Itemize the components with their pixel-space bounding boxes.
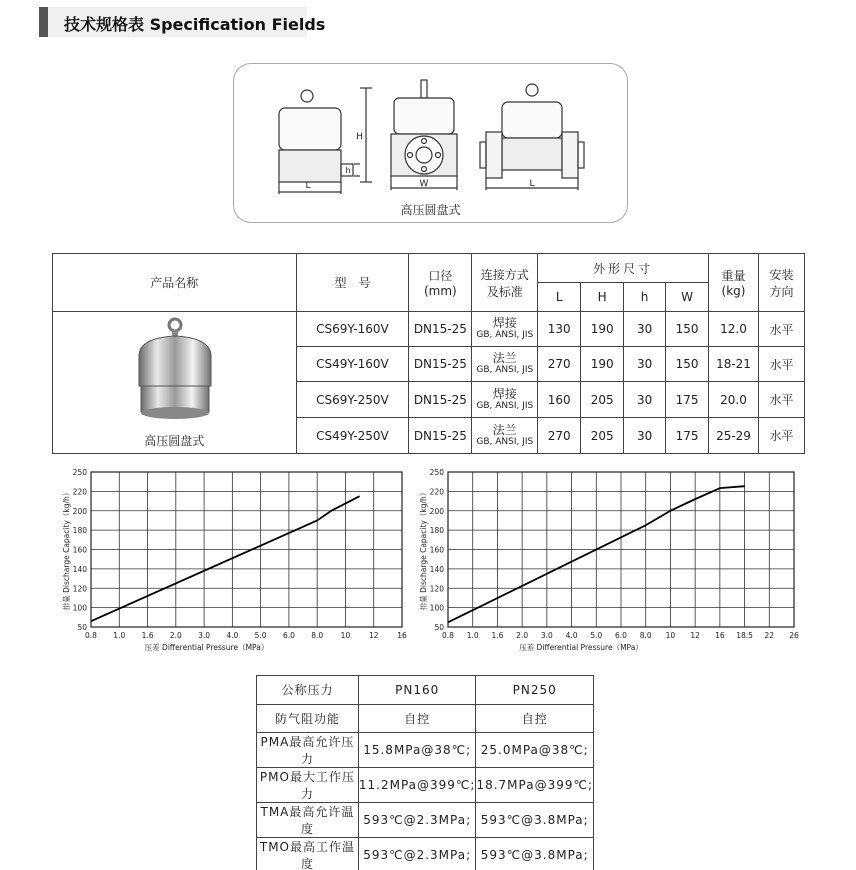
pressure-cell: 593℃@3.8MPa; [476,803,594,838]
header-h: h [624,283,666,312]
table-row [53,312,805,347]
y-tick-label: 250 [72,468,87,477]
cell-h: 30 [624,382,666,418]
drawing-caption: 高压圆盘式 [400,203,461,217]
x-tick-label: 4.0 [565,631,578,640]
conn-type: 焊接 [492,316,517,330]
y-tick-label: 120 [429,584,444,594]
x-axis-label: 压差 Differential Pressure（MPa） [144,643,269,652]
x-tick-label: 5.0 [590,631,603,640]
x-tick-label: 10 [340,631,351,640]
cell-L: 130 [538,312,581,347]
install-label: 安装 [769,267,794,282]
pressure-cell: 25.0MPa@38℃; [476,733,594,768]
cell-H: 190 [581,347,624,382]
conn-std: GB, ANSI, JIS [476,330,534,340]
pressure-cell: 593℃@2.3MPa; [358,838,476,870]
x-tick-label: 3.0 [540,631,553,640]
chart-pn160-svg [58,463,418,658]
pressure-row-label: PMO最大工作压力 [257,768,359,803]
cell-bore: DN15-25 [409,312,472,347]
y-tick-label: 120 [72,584,87,594]
pressure-header-row [257,676,594,705]
pressure-header-pn160: PN160 [358,676,476,705]
x-tick-label: 1.6 [141,631,154,640]
cell-weight: 25-29 [709,418,759,454]
product-photo [125,316,225,424]
header-H: H [581,283,624,312]
x-tick-label: 4.0 [226,631,239,640]
pressure-cell: 15.8MPa@38℃; [358,733,476,768]
drawing-svg [234,64,629,224]
x-tick-label: 2.0 [169,631,182,640]
dim-h: h [345,166,351,175]
section-header [39,7,326,37]
x-tick-label: 5.0 [254,631,267,640]
x-tick-label: 22 [764,631,775,640]
y-tick-label: 50 [434,623,444,632]
x-tick-label: 6.0 [615,631,627,640]
x-tick-label: 0.8 [85,631,97,640]
dim-L-1: L [305,181,311,191]
cell-conn [472,312,538,347]
cell-W: 175 [666,418,709,454]
y-tick-label: 140 [72,564,87,574]
cell-H: 205 [581,382,624,418]
header-install [758,254,804,312]
x-tick-label: 16 [715,631,725,640]
chart-pn160 [58,463,418,662]
cell-conn [472,382,538,418]
install-label-2: 方向 [769,284,794,299]
table-row [257,704,594,733]
conn-std: GB, ANSI, JIS [476,400,534,411]
cell-conn [472,418,538,454]
pressure-header-label: 公称压力 [257,676,359,705]
pressure-row-label: TMA最高允许温度 [257,803,359,838]
cell-model: CS69Y-160V [296,312,409,347]
cell-model: CS49Y-250V [296,418,409,454]
conn-label: 连接方式 [480,267,529,282]
y-tick-label: 250 [429,468,444,477]
y-tick-label: 180 [72,526,87,536]
header-product-name: 产品名称 [53,254,297,312]
x-tick-label: 18.5 [736,631,753,640]
section-title: 技术规格表 Specification Fields [64,15,326,34]
cell-L: 160 [538,382,581,418]
header-W: W [666,283,709,312]
conn-type: 焊接 [492,386,517,401]
cell-bore: DN15-25 [409,347,472,382]
cell-install: 水平 [758,347,804,382]
header-dimensions: 外形尺寸 [538,254,709,283]
header-weight [709,254,759,312]
y-tick-label: 160 [429,545,444,555]
table-row [257,733,594,768]
cell-H: 190 [581,312,624,347]
pressure-row-label: TMO最高工作温度 [257,838,359,870]
cell-h: 30 [624,312,666,347]
y-tick-label: 200 [429,506,444,516]
weight-label: 重量 [721,269,746,283]
x-tick-label: 1.0 [113,631,126,640]
lift-ring-1 [301,90,313,102]
cell-weight: 12.0 [709,312,759,347]
y-axis-label: 排量 Discharge Capacity（kg/h） [419,488,428,611]
conn-type: 法兰 [492,422,517,437]
cell-h: 30 [624,418,666,454]
table-row [257,838,594,870]
x-tick-label: 3.0 [198,631,211,640]
bore-label: 口径 [428,269,453,283]
pressure-cell: 11.2MPa@399℃; [358,768,476,803]
dim-L-2: L [529,179,535,189]
product-photo-cell [53,312,297,454]
y-axis-label: 排量 Discharge Capacity（kg/h） [62,488,71,611]
pressure-row-label: PMA最高允许压力 [257,733,359,768]
dim-H: H [356,132,363,142]
x-tick-label: 12 [368,631,379,640]
pressure-cell: 593℃@2.3MPa; [358,803,476,838]
y-tick-label: 160 [72,545,87,555]
x-axis-label: 压差 Differential Pressure（MPa） [519,643,643,652]
y-tick-label: 220 [72,487,87,497]
dim-W: W [419,179,429,189]
chart-grid [448,472,794,627]
cell-model: CS49Y-160V [296,347,409,382]
cell-H: 205 [581,418,624,454]
y-tick-label: 200 [72,506,87,516]
series-line [91,496,360,621]
cell-install: 水平 [758,418,804,454]
header-bore [409,254,472,312]
header-model: 型 号 [296,254,409,312]
table-row [257,803,594,838]
cell-W: 150 [666,312,709,347]
conn-std: GB, ANSI, JIS [476,365,534,375]
conn-type: 法兰 [492,351,517,365]
cell-L: 270 [538,347,581,382]
header-L: L [538,283,581,312]
cell-conn [472,347,538,382]
chart-pn250 [415,463,815,662]
x-tick-label: 0.8 [442,631,454,640]
cell-weight: 18-21 [709,347,759,382]
pressure-cell: 自控 [358,704,476,733]
bore-unit: (mm) [423,284,457,298]
header-connection [472,254,538,312]
cell-bore: DN15-25 [409,382,472,418]
x-tick-label: 12 [690,631,700,640]
weight-unit: (kg) [721,284,746,298]
cell-bore: DN15-25 [409,418,472,454]
x-tick-label: 8.0 [639,631,652,640]
cell-W: 150 [666,347,709,382]
cell-install: 水平 [758,312,804,347]
y-tick-label: 50 [77,623,87,632]
cell-weight: 20.0 [709,382,759,418]
x-tick-label: 10 [665,631,676,640]
x-tick-label: 16 [397,631,407,640]
cell-h: 30 [624,347,666,382]
pressure-row-label: 防气阻功能 [257,704,359,733]
cell-model: CS69Y-250V [296,382,409,418]
x-tick-label: 2.0 [516,631,529,640]
conn-std: GB, ANSI, JIS [476,436,534,447]
y-tick-label: 140 [429,564,444,574]
x-tick-label: 8.0 [311,631,324,640]
chart-pn250-svg [415,463,815,658]
cell-L: 270 [538,418,581,454]
table-row [257,768,594,803]
chart-grid [91,472,402,627]
cell-W: 175 [666,382,709,418]
pressure-table [256,675,594,870]
conn-label-2: 及标准 [486,284,523,299]
x-tick-label: 1.6 [491,631,504,640]
pressure-cell: 18.7MPa@399℃; [476,768,594,803]
pressure-cell: 自控 [476,704,594,733]
x-tick-label: 26 [789,631,799,640]
x-tick-label: 1.0 [466,631,479,640]
y-tick-label: 100 [429,603,444,613]
y-tick-label: 100 [72,603,87,613]
dimension-drawing [233,63,628,223]
pressure-cell: 593℃@3.8MPa; [476,838,594,870]
pressure-header-pn250: PN250 [476,676,594,705]
cell-install: 水平 [758,382,804,418]
y-tick-label: 220 [429,487,444,497]
y-tick-label: 180 [429,526,444,536]
product-photo-label: 高压圆盘式 [144,434,205,448]
spec-table [52,253,805,454]
x-tick-label: 6.0 [282,631,295,640]
